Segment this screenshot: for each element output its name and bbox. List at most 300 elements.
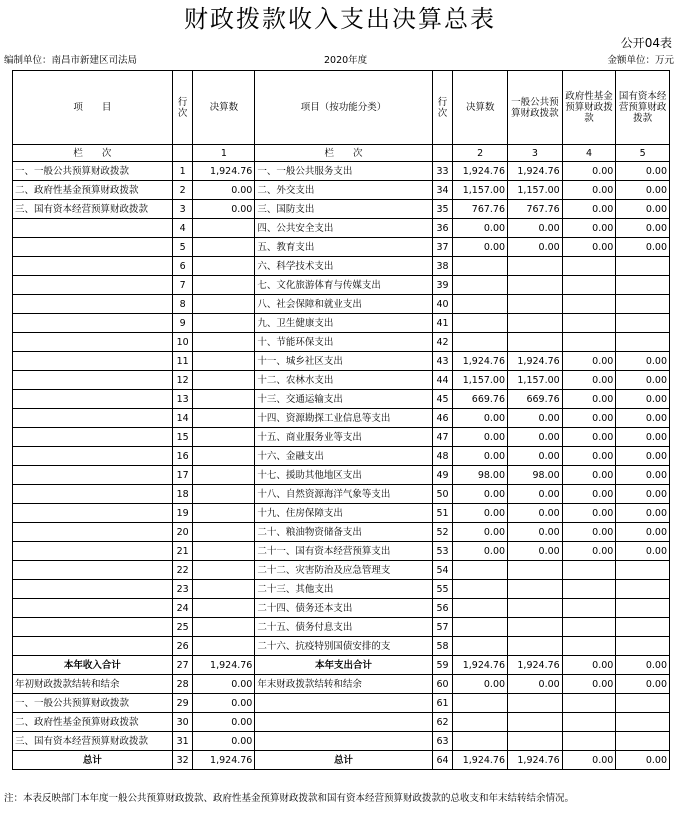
amount-gov-fund xyxy=(562,694,616,713)
amount-gov-fund: 0.00 xyxy=(562,504,616,523)
right-row-no: 37 xyxy=(432,238,453,257)
left-row-no: 10 xyxy=(172,333,193,352)
amount-general xyxy=(508,637,563,656)
right-item: 十六、金融支出 xyxy=(255,447,432,466)
right-row-no: 38 xyxy=(432,257,453,276)
table-row xyxy=(13,485,670,504)
left-amount xyxy=(193,637,255,656)
col-header-row-no-2: 行次 xyxy=(432,71,453,145)
left-item xyxy=(13,371,173,390)
amount-general: 0.00 xyxy=(508,485,563,504)
left-amount xyxy=(193,295,255,314)
left-row-no: 28 xyxy=(172,675,193,694)
right-item: 十七、援助其他地区支出 xyxy=(255,466,432,485)
amount-state-capital xyxy=(616,580,670,599)
right-row-no: 52 xyxy=(432,523,453,542)
left-row-no: 7 xyxy=(172,276,193,295)
left-amount: 0.00 xyxy=(193,200,255,219)
table-row xyxy=(13,181,670,200)
table-row xyxy=(13,428,670,447)
right-item: 十九、住房保障支出 xyxy=(255,504,432,523)
amount-state-capital: 0.00 xyxy=(616,390,670,409)
fiscal-summary-table xyxy=(12,70,670,770)
left-item xyxy=(13,295,173,314)
left-amount: 0.00 xyxy=(193,181,255,200)
left-item xyxy=(13,523,173,542)
colnum-1: 1 xyxy=(193,145,255,162)
amount-state-capital xyxy=(616,257,670,276)
amount-state-capital: 0.00 xyxy=(616,371,670,390)
table-row xyxy=(13,390,670,409)
amount-general xyxy=(508,561,563,580)
amount-general: 1,924.76 xyxy=(508,162,563,181)
amount-gov-fund: 0.00 xyxy=(562,542,616,561)
right-item: 一、一般公共服务支出 xyxy=(255,162,432,181)
right-row-no: 56 xyxy=(432,599,453,618)
left-amount xyxy=(193,428,255,447)
amount-general xyxy=(508,276,563,295)
amount-total: 0.00 xyxy=(453,219,508,238)
left-amount xyxy=(193,504,255,523)
left-item xyxy=(13,637,173,656)
right-row-no: 64 xyxy=(432,751,453,770)
reporting-unit: 编制单位：南昌市新建区司法局 xyxy=(4,55,138,66)
amount-state-capital: 0.00 xyxy=(616,751,670,770)
amount-gov-fund: 0.00 xyxy=(562,466,616,485)
amount-gov-fund xyxy=(562,580,616,599)
right-item: 五、教育支出 xyxy=(255,238,432,257)
left-row-no: 5 xyxy=(172,238,193,257)
colnum-2: 2 xyxy=(453,145,508,162)
amount-general: 1,924.76 xyxy=(508,751,563,770)
left-item: 二、政府性基金预算财政拨款 xyxy=(13,181,173,200)
amount-state-capital xyxy=(616,295,670,314)
amount-gov-fund: 0.00 xyxy=(562,409,616,428)
amount-state-capital xyxy=(616,333,670,352)
amount-gov-fund xyxy=(562,295,616,314)
left-row-no: 3 xyxy=(172,200,193,219)
right-row-no: 58 xyxy=(432,637,453,656)
right-row-no: 63 xyxy=(432,732,453,751)
left-row-no: 6 xyxy=(172,257,193,276)
table-row xyxy=(13,162,670,181)
left-item xyxy=(13,409,173,428)
left-row-no: 30 xyxy=(172,713,193,732)
amount-total xyxy=(453,599,508,618)
amount-general xyxy=(508,257,563,276)
left-row-no: 17 xyxy=(172,466,193,485)
amount-general: 1,924.76 xyxy=(508,352,563,371)
right-row-no: 34 xyxy=(432,181,453,200)
amount-general: 1,157.00 xyxy=(508,181,563,200)
left-amount xyxy=(193,257,255,276)
left-amount xyxy=(193,219,255,238)
report-title: 财政拨款收入支出决算总表 xyxy=(184,5,496,33)
amount-gov-fund xyxy=(562,637,616,656)
amount-state-capital: 0.00 xyxy=(616,200,670,219)
colnum-3: 3 xyxy=(508,145,563,162)
right-item: 十三、交通运输支出 xyxy=(255,390,432,409)
amount-state-capital: 0.00 xyxy=(616,656,670,675)
amount-total xyxy=(453,618,508,637)
amount-gov-fund: 0.00 xyxy=(562,675,616,694)
table-row xyxy=(13,732,670,751)
left-item xyxy=(13,219,173,238)
left-row-no: 16 xyxy=(172,447,193,466)
table-row xyxy=(13,580,670,599)
amount-general: 0.00 xyxy=(508,219,563,238)
table-row xyxy=(13,352,670,371)
left-item xyxy=(13,314,173,333)
form-code: 公开04表 xyxy=(620,36,672,50)
left-amount: 0.00 xyxy=(193,694,255,713)
amount-state-capital: 0.00 xyxy=(616,181,670,200)
right-row-no: 46 xyxy=(432,409,453,428)
amount-total: 1,924.76 xyxy=(453,162,508,181)
left-item xyxy=(13,238,173,257)
right-row-no: 39 xyxy=(432,276,453,295)
amount-state-capital: 0.00 xyxy=(616,219,670,238)
right-row-no: 53 xyxy=(432,542,453,561)
left-item xyxy=(13,618,173,637)
amount-state-capital: 0.00 xyxy=(616,352,670,371)
amount-general xyxy=(508,732,563,751)
left-amount xyxy=(193,352,255,371)
table-row xyxy=(13,333,670,352)
right-item: 二十六、抗疫特别国债安排的支 xyxy=(255,637,432,656)
right-item: 十四、资源勘探工业信息等支出 xyxy=(255,409,432,428)
right-item: 十五、商业服务业等支出 xyxy=(255,428,432,447)
amount-total: 0.00 xyxy=(453,428,508,447)
amount-state-capital xyxy=(616,276,670,295)
amount-general: 767.76 xyxy=(508,200,563,219)
amount-state-capital: 0.00 xyxy=(616,162,670,181)
amount-state-capital xyxy=(616,561,670,580)
left-amount: 1,924.76 xyxy=(193,162,255,181)
right-item: 二十五、债务付息支出 xyxy=(255,618,432,637)
amount-general: 0.00 xyxy=(508,504,563,523)
colnum-4: 4 xyxy=(562,145,616,162)
left-row-no: 1 xyxy=(172,162,193,181)
left-row-no: 19 xyxy=(172,504,193,523)
amount-total xyxy=(453,713,508,732)
left-item xyxy=(13,561,173,580)
left-amount xyxy=(193,314,255,333)
right-item: 二十四、债务还本支出 xyxy=(255,599,432,618)
amount-total: 1,924.76 xyxy=(453,352,508,371)
table-row xyxy=(13,656,670,675)
right-row-no: 57 xyxy=(432,618,453,637)
amount-gov-fund: 0.00 xyxy=(562,238,616,257)
left-amount: 1,924.76 xyxy=(193,656,255,675)
amount-gov-fund: 0.00 xyxy=(562,181,616,200)
amount-general xyxy=(508,295,563,314)
right-row-no: 51 xyxy=(432,504,453,523)
amount-gov-fund xyxy=(562,276,616,295)
amount-general: 1,157.00 xyxy=(508,371,563,390)
right-row-no: 60 xyxy=(432,675,453,694)
amount-general: 0.00 xyxy=(508,523,563,542)
left-row-no: 9 xyxy=(172,314,193,333)
left-item xyxy=(13,276,173,295)
left-amount xyxy=(193,447,255,466)
amount-total: 0.00 xyxy=(453,504,508,523)
col-header-final-amount-2: 决算数 xyxy=(453,71,508,145)
left-amount xyxy=(193,238,255,257)
left-row-no: 4 xyxy=(172,219,193,238)
left-amount xyxy=(193,390,255,409)
amount-gov-fund: 0.00 xyxy=(562,352,616,371)
amount-general xyxy=(508,618,563,637)
right-item: 四、公共安全支出 xyxy=(255,219,432,238)
amount-total: 0.00 xyxy=(453,523,508,542)
amount-general xyxy=(508,599,563,618)
amount-state-capital: 0.00 xyxy=(616,504,670,523)
right-row-no: 33 xyxy=(432,162,453,181)
amount-general: 0.00 xyxy=(508,675,563,694)
amount-general xyxy=(508,314,563,333)
left-row-no: 26 xyxy=(172,637,193,656)
table-row xyxy=(13,542,670,561)
left-row-no: 11 xyxy=(172,352,193,371)
table-row xyxy=(13,561,670,580)
left-row-no: 18 xyxy=(172,485,193,504)
right-item xyxy=(255,732,432,751)
amount-gov-fund: 0.00 xyxy=(562,751,616,770)
amount-state-capital xyxy=(616,732,670,751)
table-row xyxy=(13,314,670,333)
amount-state-capital xyxy=(616,314,670,333)
colnum-blank xyxy=(172,145,193,162)
colnum-blank-2 xyxy=(432,145,453,162)
table-header-row xyxy=(13,71,670,145)
amount-total: 1,924.76 xyxy=(453,656,508,675)
left-amount xyxy=(193,523,255,542)
left-row-no: 31 xyxy=(172,732,193,751)
col-header-gov-fund: 政府性基金预算财政拨款 xyxy=(562,71,616,145)
amount-gov-fund xyxy=(562,732,616,751)
amount-gov-fund: 0.00 xyxy=(562,523,616,542)
amount-gov-fund: 0.00 xyxy=(562,162,616,181)
left-amount xyxy=(193,561,255,580)
left-item: 总计 xyxy=(13,751,173,770)
amount-state-capital xyxy=(616,618,670,637)
amount-gov-fund xyxy=(562,314,616,333)
left-row-no: 24 xyxy=(172,599,193,618)
left-row-no: 14 xyxy=(172,409,193,428)
amount-total xyxy=(453,732,508,751)
right-item: 七、文化旅游体育与传媒支出 xyxy=(255,276,432,295)
left-row-no: 32 xyxy=(172,751,193,770)
amount-total: 0.00 xyxy=(453,675,508,694)
left-row-no: 22 xyxy=(172,561,193,580)
amount-general: 0.00 xyxy=(508,542,563,561)
right-item: 二十一、国有资本经营预算支出 xyxy=(255,542,432,561)
left-amount xyxy=(193,599,255,618)
amount-state-capital: 0.00 xyxy=(616,447,670,466)
table-row xyxy=(13,257,670,276)
amount-state-capital: 0.00 xyxy=(616,542,670,561)
left-item xyxy=(13,428,173,447)
report-year: 2020年度 xyxy=(324,55,368,66)
amount-total: 0.00 xyxy=(453,542,508,561)
amount-gov-fund xyxy=(562,257,616,276)
left-row-no: 8 xyxy=(172,295,193,314)
amount-total xyxy=(453,314,508,333)
left-item xyxy=(13,599,173,618)
right-row-no: 44 xyxy=(432,371,453,390)
right-item: 九、卫生健康支出 xyxy=(255,314,432,333)
amount-total: 669.76 xyxy=(453,390,508,409)
left-amount: 1,924.76 xyxy=(193,751,255,770)
amount-gov-fund: 0.00 xyxy=(562,485,616,504)
footnote: 注：本表反映部门本年度一般公共预算财政拨款、政府性基金预算财政拨款和国有资本经营预算财政拨款的总收支和年末结转结余情况。 xyxy=(4,793,575,804)
amount-general xyxy=(508,333,563,352)
amount-total xyxy=(453,694,508,713)
right-item: 总计 xyxy=(255,751,432,770)
table-row xyxy=(13,238,670,257)
right-item xyxy=(255,694,432,713)
left-row-no: 12 xyxy=(172,371,193,390)
colnum-left-label: 栏 次 xyxy=(13,145,173,162)
right-item: 二十、粮油物资储备支出 xyxy=(255,523,432,542)
amount-total: 1,924.76 xyxy=(453,751,508,770)
left-amount: 0.00 xyxy=(193,713,255,732)
right-row-no: 55 xyxy=(432,580,453,599)
amount-total xyxy=(453,637,508,656)
amount-gov-fund xyxy=(562,561,616,580)
left-row-no: 2 xyxy=(172,181,193,200)
table-row xyxy=(13,618,670,637)
right-item: 十二、农林水支出 xyxy=(255,371,432,390)
amount-gov-fund xyxy=(562,599,616,618)
left-amount xyxy=(193,333,255,352)
left-item xyxy=(13,485,173,504)
table-row xyxy=(13,219,670,238)
left-amount xyxy=(193,371,255,390)
amount-general: 0.00 xyxy=(508,428,563,447)
amount-state-capital: 0.00 xyxy=(616,238,670,257)
amount-general: 1,924.76 xyxy=(508,656,563,675)
amount-general: 98.00 xyxy=(508,466,563,485)
amount-gov-fund: 0.00 xyxy=(562,200,616,219)
money-unit: 金额单位：万元 xyxy=(607,55,674,66)
table-row xyxy=(13,276,670,295)
right-row-no: 43 xyxy=(432,352,453,371)
amount-state-capital: 0.00 xyxy=(616,485,670,504)
right-row-no: 40 xyxy=(432,295,453,314)
left-row-no: 15 xyxy=(172,428,193,447)
left-item xyxy=(13,504,173,523)
amount-total: 1,157.00 xyxy=(453,181,508,200)
amount-total: 0.00 xyxy=(453,447,508,466)
left-item: 三、国有资本经营预算财政拨款 xyxy=(13,200,173,219)
amount-state-capital xyxy=(616,599,670,618)
left-row-no: 20 xyxy=(172,523,193,542)
amount-total xyxy=(453,276,508,295)
col-header-row-no: 行次 xyxy=(172,71,193,145)
amount-total xyxy=(453,580,508,599)
table-row xyxy=(13,200,670,219)
right-row-no: 61 xyxy=(432,694,453,713)
amount-state-capital: 0.00 xyxy=(616,409,670,428)
left-item xyxy=(13,542,173,561)
right-row-no: 42 xyxy=(432,333,453,352)
left-amount xyxy=(193,485,255,504)
amount-gov-fund: 0.00 xyxy=(562,447,616,466)
table-row xyxy=(13,713,670,732)
column-number-row xyxy=(13,145,670,162)
right-row-no: 62 xyxy=(432,713,453,732)
amount-total: 98.00 xyxy=(453,466,508,485)
left-amount: 0.00 xyxy=(193,732,255,751)
amount-total xyxy=(453,295,508,314)
right-item: 二十三、其他支出 xyxy=(255,580,432,599)
left-amount: 0.00 xyxy=(193,675,255,694)
right-item: 八、社会保障和就业支出 xyxy=(255,295,432,314)
table-row xyxy=(13,675,670,694)
table-row xyxy=(13,751,670,770)
amount-state-capital xyxy=(616,694,670,713)
amount-total xyxy=(453,333,508,352)
left-amount xyxy=(193,618,255,637)
left-row-no: 29 xyxy=(172,694,193,713)
left-amount xyxy=(193,409,255,428)
table-row xyxy=(13,694,670,713)
right-row-no: 48 xyxy=(432,447,453,466)
right-item: 十一、城乡社区支出 xyxy=(255,352,432,371)
right-row-no: 47 xyxy=(432,428,453,447)
amount-gov-fund: 0.00 xyxy=(562,656,616,675)
right-item: 三、国防支出 xyxy=(255,200,432,219)
col-header-final-amount: 决算数 xyxy=(193,71,255,145)
colnum-right-label: 栏 次 xyxy=(255,145,432,162)
left-item xyxy=(13,466,173,485)
left-amount xyxy=(193,466,255,485)
table-row xyxy=(13,523,670,542)
colnum-5: 5 xyxy=(616,145,670,162)
col-header-item: 项 目 xyxy=(13,71,173,145)
amount-general: 0.00 xyxy=(508,409,563,428)
table-row xyxy=(13,371,670,390)
report-meta xyxy=(4,54,674,68)
table-row xyxy=(13,295,670,314)
table-row xyxy=(13,447,670,466)
right-item: 六、科学技术支出 xyxy=(255,257,432,276)
amount-total: 1,157.00 xyxy=(453,371,508,390)
left-item xyxy=(13,447,173,466)
amount-total xyxy=(453,561,508,580)
left-row-no: 27 xyxy=(172,656,193,675)
left-item: 年初财政拨款结转和结余 xyxy=(13,675,173,694)
amount-state-capital: 0.00 xyxy=(616,675,670,694)
col-header-item-func: 项目（按功能分类） xyxy=(255,71,432,145)
amount-gov-fund xyxy=(562,713,616,732)
left-row-no: 13 xyxy=(172,390,193,409)
amount-total: 0.00 xyxy=(453,485,508,504)
amount-total: 0.00 xyxy=(453,409,508,428)
amount-total xyxy=(453,257,508,276)
left-item: 三、国有资本经营预算财政拨款 xyxy=(13,732,173,751)
amount-gov-fund xyxy=(562,333,616,352)
left-item: 本年收入合计 xyxy=(13,656,173,675)
amount-general: 669.76 xyxy=(508,390,563,409)
table-row xyxy=(13,637,670,656)
left-row-no: 23 xyxy=(172,580,193,599)
left-item: 一、一般公共预算财政拨款 xyxy=(13,162,173,181)
table-row xyxy=(13,409,670,428)
right-item: 本年支出合计 xyxy=(255,656,432,675)
